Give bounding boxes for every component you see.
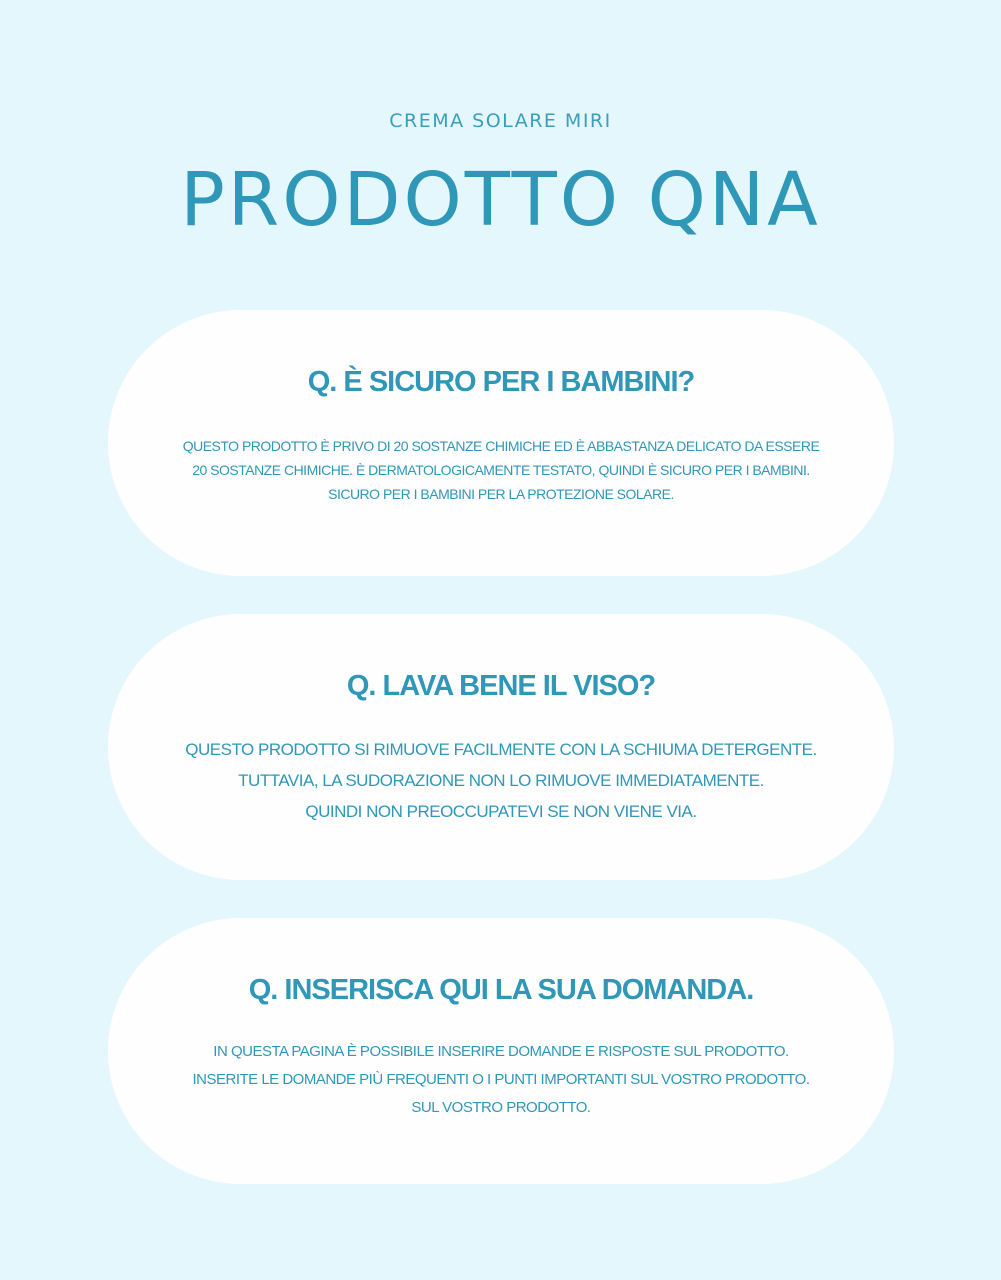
faq-answer-line: QUINDI NON PREOCCUPATEVI SE NON VIENE VIA. (305, 802, 697, 821)
page-title: PRODOTTO QNA (180, 157, 821, 243)
faq-answer-line: 20 SOSTANZE CHIMICHE. È DERMATOLOGICAMENTE TESTATO, QUINDI È SICURO PER I BAMBINI. (192, 462, 810, 478)
faq-card (108, 614, 894, 880)
faq-answer-line: SICURO PER I BAMBINI PER LA PROTEZIONE SOLARE. (328, 486, 674, 502)
faq-question: Q. È SICURO PER I BAMBINI? (307, 366, 695, 398)
faq-answer (151, 734, 851, 827)
faq-card (108, 310, 894, 576)
faq-card (108, 918, 894, 1184)
faq-question: Q. INSERISCA QUI LA SUA DOMANDA. (248, 974, 754, 1006)
faq-answer (151, 434, 851, 506)
faq-answer (151, 1038, 851, 1122)
faq-answer-line: INSERITE LE DOMANDE PIÙ FREQUENTI O I PUNTI IMPORTANTI SUL VOSTRO PRODOTTO. (192, 1071, 810, 1088)
brand-name: CREMA SOLARE MIRI (389, 110, 612, 132)
faq-answer-line: IN QUESTA PAGINA È POSSIBILE INSERIRE DOMANDE E RISPOSTE SUL PRODOTTO. (213, 1043, 789, 1060)
faq-answer-line: QUESTO PRODOTTO SI RIMUOVE FACILMENTE CON LA SCHIUMA DETERGENTE. (185, 740, 817, 759)
faq-question: Q. LAVA BENE IL VISO? (346, 670, 656, 702)
faq-answer-line: SUL VOSTRO PRODOTTO. (411, 1099, 591, 1116)
faq-answer-line: TUTTAVIA, LA SUDORAZIONE NON LO RIMUOVE IMMEDIATAMENTE. (238, 771, 764, 790)
faq-answer-line: QUESTO PRODOTTO È PRIVO DI 20 SOSTANZE CHIMICHE ED È ABBASTANZA DELICATO DA ESSERE (182, 438, 820, 454)
